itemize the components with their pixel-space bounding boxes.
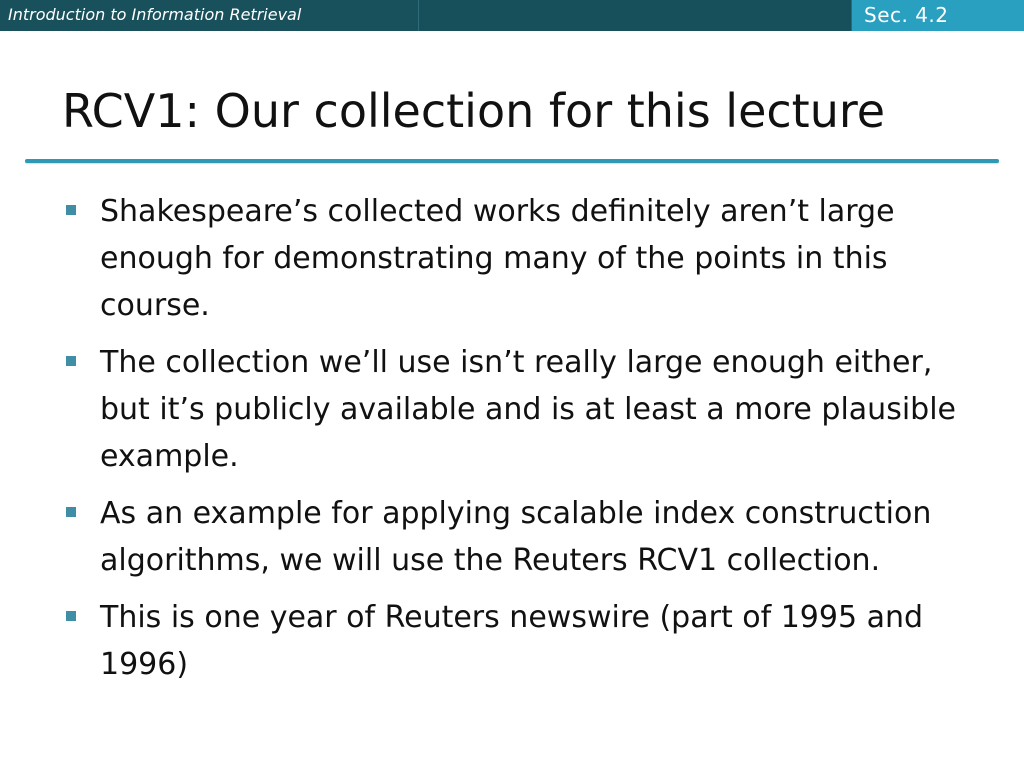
square-bullet-icon [66,356,76,366]
bullet-text: Shakespeare’s collected works definitely aren’t large enough for demonstrating many of the points in this course. [100,194,895,323]
bullet-item [62,188,977,329]
course-title: Introduction to Information Retrieval [8,5,302,24]
bullet-item [62,490,977,584]
bullet-text: The collection we’ll use isn’t really large enough either, but it’s publicly available and is at least a more plausible example. [100,345,956,474]
bullet-item [62,594,977,688]
header-middle-segment [419,0,852,31]
slide-title: RCV1: Our collection for this lecture [62,84,886,138]
bullet-list [62,188,977,698]
section-reference: Sec. 4.2 [864,3,949,27]
header-bar [0,0,1024,31]
square-bullet-icon [66,205,76,215]
bullet-item [62,339,977,480]
square-bullet-icon [66,611,76,621]
title-underline [25,159,999,163]
bullet-text: As an example for applying scalable index construction algorithms, we will use the Reuters RCV1 collection. [100,496,932,578]
square-bullet-icon [66,507,76,517]
bullet-text: This is one year of Reuters newswire (part of 1995 and 1996) [100,600,924,682]
